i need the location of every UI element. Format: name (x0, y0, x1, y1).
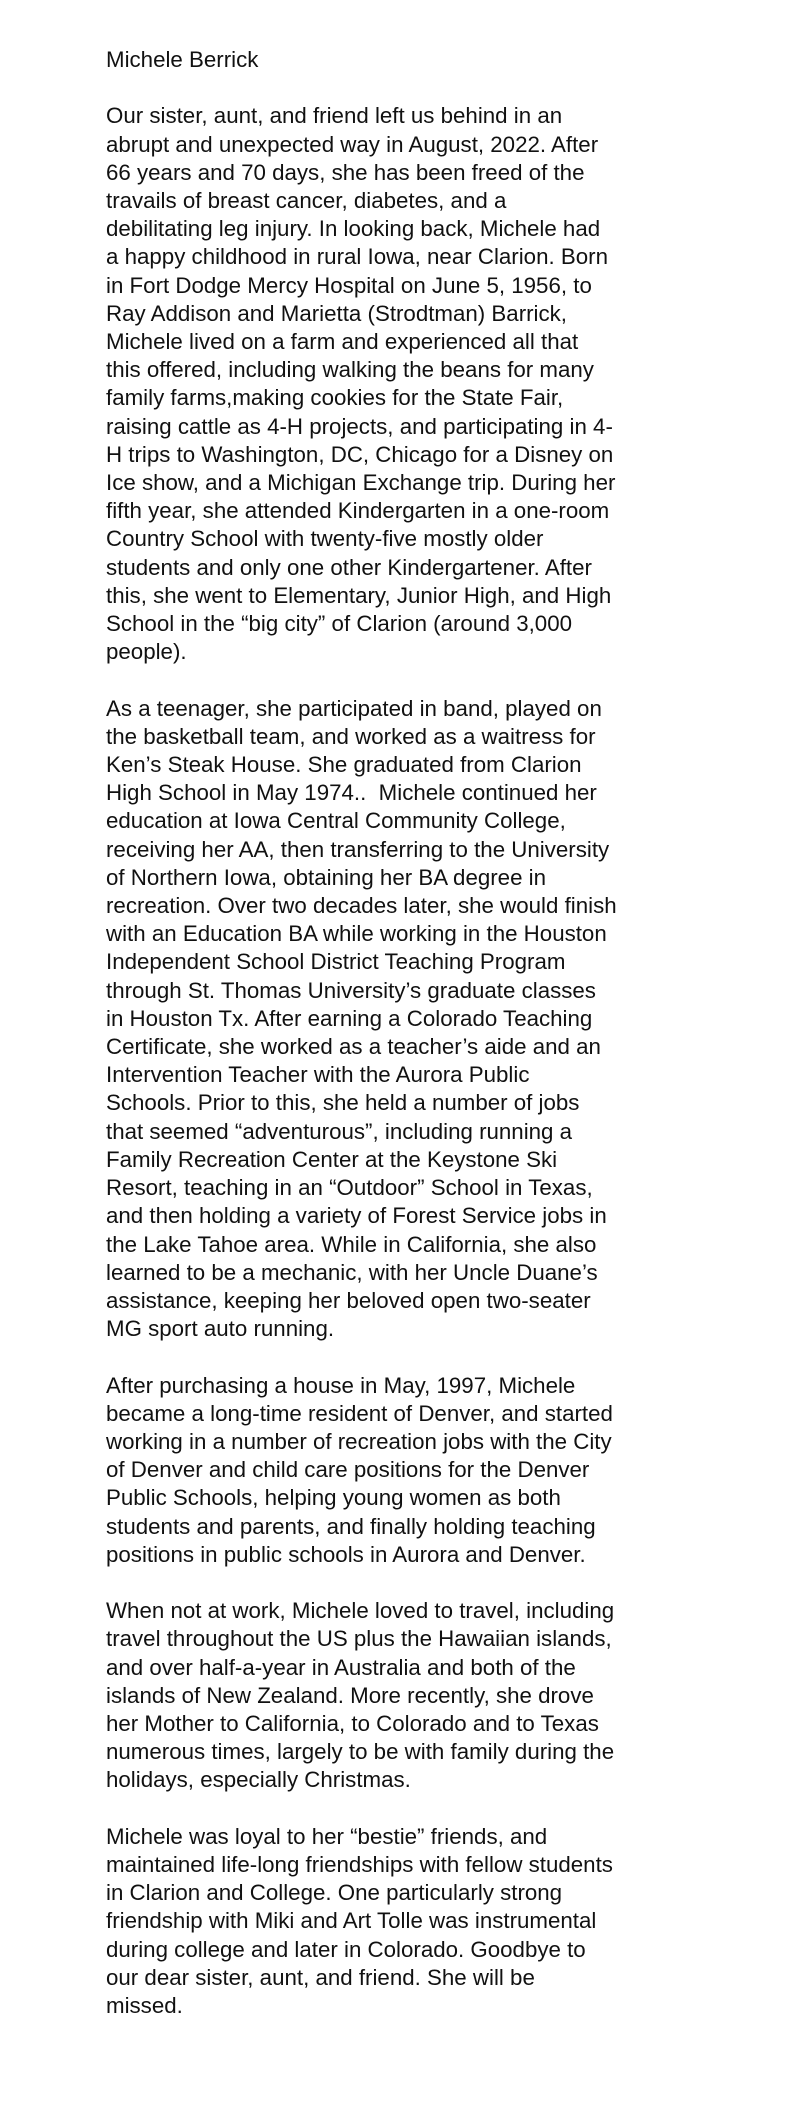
text-line: working in a number of recreation jobs with the City (106, 1428, 612, 1454)
text-line: friendship with Miki and Art Tolle was instrumental (106, 1908, 597, 1934)
text-line: positions in public schools in Aurora and Denver. (106, 1541, 586, 1567)
text-line: Intervention Teacher with the Aurora Public (106, 1062, 530, 1088)
text-line: in Clarion and College. One particularly strong (106, 1880, 563, 1906)
text-line: Ken’s Steak House. She graduated from Clarion (106, 752, 582, 778)
text-line: Certificate, she worked as a teacher’s aide and an (106, 1034, 601, 1060)
text-line: this, she went to Elementary, Junior High, and High (106, 582, 612, 608)
text-line: our dear sister, aunt, and friend. She will be (106, 1964, 535, 1990)
text-line: Michele was loyal to her “bestie” friends, and (106, 1823, 548, 1849)
text-line: the basketball team, and worked as a waitress for (106, 723, 596, 749)
paragraph-3 (106, 1372, 686, 1569)
text-line: Public Schools, helping young women as both (106, 1485, 561, 1511)
text-line: Schools. Prior to this, she held a number of jobs (106, 1090, 580, 1116)
text-line: and then holding a variety of Forest Service jobs in (106, 1203, 607, 1229)
text-line: numerous times, largely to be with family during the (106, 1739, 615, 1765)
text-line: After purchasing a house in May, 1997, Michele (106, 1372, 576, 1398)
text-line: Ray Addison and Marietta (Strodtman) Barrick, (106, 300, 567, 326)
text-line: became a long-time resident of Denver, and started (106, 1400, 613, 1426)
text-line: through St. Thomas University’s graduate classes (106, 977, 596, 1003)
document-title: Michele Berrick (106, 47, 259, 72)
text-line: learned to be a mechanic, with her Uncle Duane’s (106, 1259, 598, 1285)
text-line: assistance, keeping her beloved open two-seater (106, 1287, 591, 1313)
text-line: travails of breast cancer, diabetes, and a (106, 188, 507, 213)
text-line: a happy childhood in rural Iowa, near Clarion. Born (106, 244, 608, 270)
text-line: Independent School District Teaching Program (106, 949, 566, 975)
text-line: travel throughout the US plus the Hawaiian islands, (106, 1626, 612, 1652)
text-line: missed. (106, 1992, 183, 2018)
text-line: Resort, teaching in an “Outdoor” School in Texas, (106, 1175, 593, 1201)
text-line: education at Iowa Central Community College, (106, 808, 566, 834)
text-line: When not at work, Michele loved to travel, including (106, 1598, 615, 1624)
text-line: receiving her AA, then transferring to the University (106, 836, 610, 862)
text-line: recreation. Over two decades later, she would finish (106, 893, 617, 919)
text-line: 66 years and 70 days, she has been freed of the (106, 159, 585, 185)
text-line: Family Recreation Center at the Keystone Ski (106, 1146, 558, 1172)
paragraph-1 (106, 102, 686, 666)
text-line: the Lake Tahoe area. While in California, she also (106, 1231, 597, 1257)
text-line: during college and later in Colorado. Goodbye to (106, 1936, 586, 1962)
text-line: in Fort Dodge Mercy Hospital on June 5, 1956, to (106, 272, 592, 298)
text-line: with an Education BA while working in the Houston (106, 921, 607, 947)
text-line: Ice show, and a Michigan Exchange trip. During her (106, 470, 616, 496)
text-line: raising cattle as 4-H projects, and participating in 4- (106, 413, 613, 439)
text-line: Michele lived on a farm and experienced all that (106, 329, 579, 355)
text-line: in Houston Tx. After earning a Colorado Teaching (106, 1005, 593, 1031)
text-line: of Denver and child care positions for the Denver (106, 1457, 590, 1483)
text-line: of Northern Iowa, obtaining her BA degree in (106, 864, 547, 890)
text-line: As a teenager, she participated in band, played on (106, 695, 602, 721)
text-line: this offered, including walking the beans for many (106, 357, 594, 383)
text-line: people). (106, 639, 187, 665)
text-line: School in the “big city” of Clarion (around 3,000 (106, 611, 573, 637)
text-line: maintained life-long friendships with fellow students (106, 1851, 613, 1877)
paragraph-2 (106, 695, 686, 1344)
text-line: and over half-a-year in Australia and both of the (106, 1654, 576, 1680)
paragraphs-container (106, 102, 686, 2020)
text-line: islands of New Zealand. More recently, she drove (106, 1682, 594, 1708)
text-line: H trips to Washington, DC, Chicago for a Disney on (106, 441, 614, 467)
text-line: debilitating leg injury. In looking back, Michele had (106, 216, 601, 242)
text-line: family farms,making cookies for the State Fair, (106, 385, 564, 411)
paragraph-5 (106, 1823, 686, 2020)
text-line: High School in May 1974.. Michele continued her (106, 780, 597, 806)
text-line: that seemed “adventurous”, including running a (106, 1118, 573, 1144)
obituary-document (106, 46, 686, 2048)
text-line: students and only one other Kindergartener. After (106, 554, 592, 580)
text-line: Our sister, aunt, and friend left us behind in an (106, 103, 563, 129)
text-line: students and parents, and finally holding teaching (106, 1513, 596, 1539)
text-line: her Mother to California, to Colorado and to Texas (106, 1710, 599, 1736)
text-line: abrupt and unexpected way in August, 2022. After (106, 131, 599, 157)
text-line: fifth year, she attended Kindergarten in a one-room (106, 498, 610, 524)
text-line: MG sport auto running. (106, 1316, 335, 1342)
paragraph-4 (106, 1597, 686, 1794)
text-line: Country School with twenty-five mostly older (106, 526, 544, 552)
text-line: holidays, especially Christmas. (106, 1767, 411, 1793)
